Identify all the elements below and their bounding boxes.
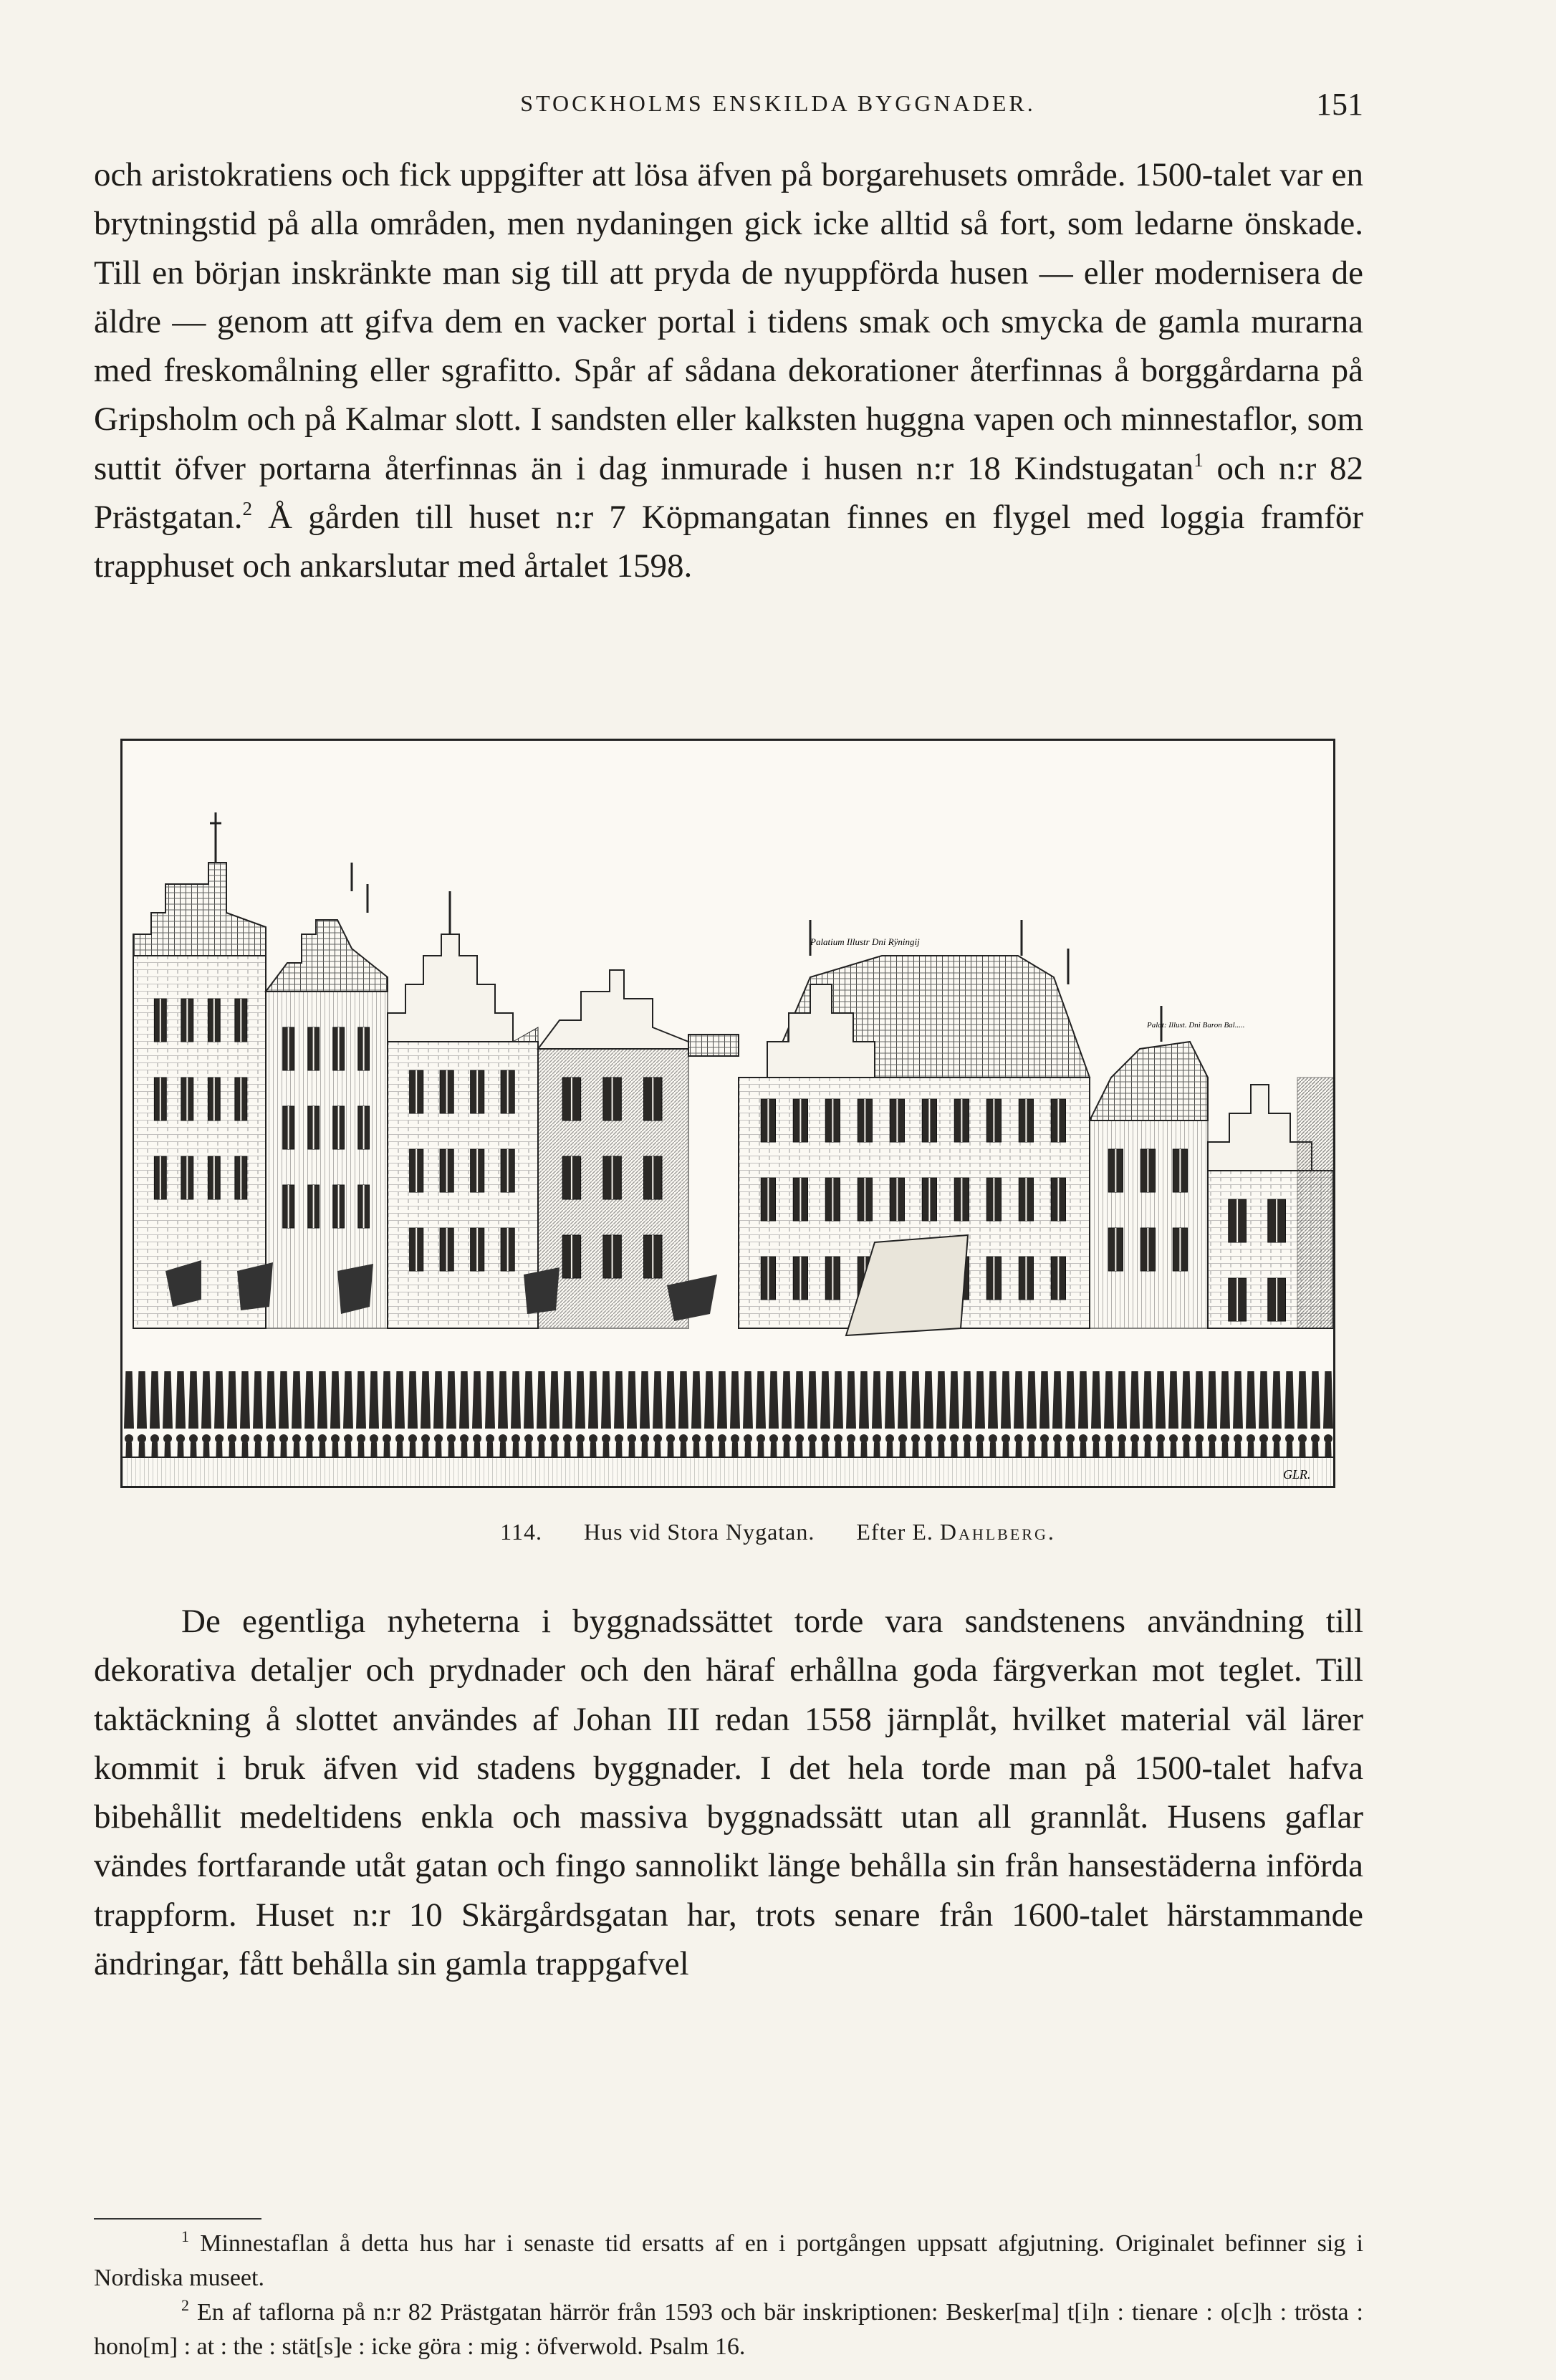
street-engraving: [123, 741, 1333, 1486]
procession-crowd: [123, 1371, 1333, 1457]
figure-title: Hus vid Stora Nygatan.: [583, 1519, 815, 1545]
paragraph-2-text: De egentliga nyheterna i byggnadssättet torde vara sandstenens användning till dekorativa detaljer och prydnader och den häraf erhållna goda färgverkan mot teglet. Till taktäckning å slottet användes af Johan III redan 1558 järnplåt, hvilket material väl lärer kommit i bruk äfven vid stadens byggnader. I det hela torde man på 1500-talet hafva bibehållit medeltidens enkla och massiva byggnadssätt utan all grannlåt. Husens gaflar vändes fortfarande utåt gatan och fingo sannolikt länge behålla sin från hansestäderna införda trappform. Huset n:r 10 Skärgårdsgatan har, trots senare från 1600-talet härstammande ändringar, fått behålla sin gamla trappgafvel: [94, 1603, 1363, 1983]
figure-caption: [0, 1519, 1556, 1545]
footnotes: [94, 2227, 1363, 2364]
paragraph-2: [94, 1597, 1363, 1988]
paragraph-1-text-a: och aristokratiens och fick uppgifter att lösa äfven på borgarehusets område. 1500-talet var en brytningstid på alla områden, men nydaningen gick icke alltid så fort, som ledarne önskade. Till en början inskränkte man sig till att pryda de nyuppförda husen — eller modernisera de äldre — genom att gifva dem en vacker portal i tidens smak och smycka de gamla murarna med freskomålning eller sgrafitto. Spår af sådana dekorationer återfinnas å borggårdarna på Gripsholm och på Kalmar slott. I sandsten eller kalksten huggna vapen och minnestaflor, som suttit öfver portarna återfinnas än i dag inmurade i husen n:r 18 Kindstugatan: [94, 156, 1363, 487]
paragraph-1: [94, 150, 1363, 591]
paragraph-1-text-b: och n:r 82 Prästgatan.: [94, 449, 1363, 537]
figure-author: Dahlberg.: [939, 1519, 1056, 1545]
engraving-illustration: [120, 739, 1335, 1488]
footnote-text-1: Minnestaflan å detta hus har i senaste tid ersatts af en i portgången uppsatt afgjutning. Originalet befinner sig i Nordiska museet.: [94, 2230, 1363, 2291]
palace-label: Palatium Illustr Dni Rÿningij: [810, 936, 920, 947]
footnote-2: [94, 2295, 1363, 2364]
engraver-signature: GLR.: [1283, 1467, 1311, 1482]
footnote-ref-1: 1: [1194, 448, 1204, 471]
footnote-rule: [94, 2218, 261, 2220]
page-number: 151: [1316, 87, 1363, 122]
running-title: STOCKHOLMS ENSKILDA BYGGNADER.: [520, 90, 1036, 116]
footnote-ref-2: 2: [242, 498, 253, 520]
paragraph-1-text-c: Å gården till huset n:r 7 Köpmangatan finnes en flygel med loggia framför trapphuset och ankarslutar med årtalet 1598.: [94, 499, 1363, 585]
footnote-mark-1: 1: [181, 2227, 189, 2245]
footnote-1: [94, 2227, 1363, 2295]
page-header: [0, 87, 1556, 126]
right-building-label: Palat: Illust. Dni Baron Bal.....: [1147, 1021, 1245, 1030]
figure-source: Efter E.: [856, 1519, 933, 1545]
footnote-mark-2: 2: [181, 2296, 189, 2314]
figure-number: 114.: [500, 1519, 542, 1545]
footnote-text-2: En af taflorna på n:r 82 Prästgatan härrör från 1593 och bär inskriptionen: Besker[ma] t[i]n : tienare : o[c]h : trösta : hono[m] : at : the : stät[s]e : icke göra : mig : öfverwold. Psalm 16.: [94, 2299, 1363, 2360]
